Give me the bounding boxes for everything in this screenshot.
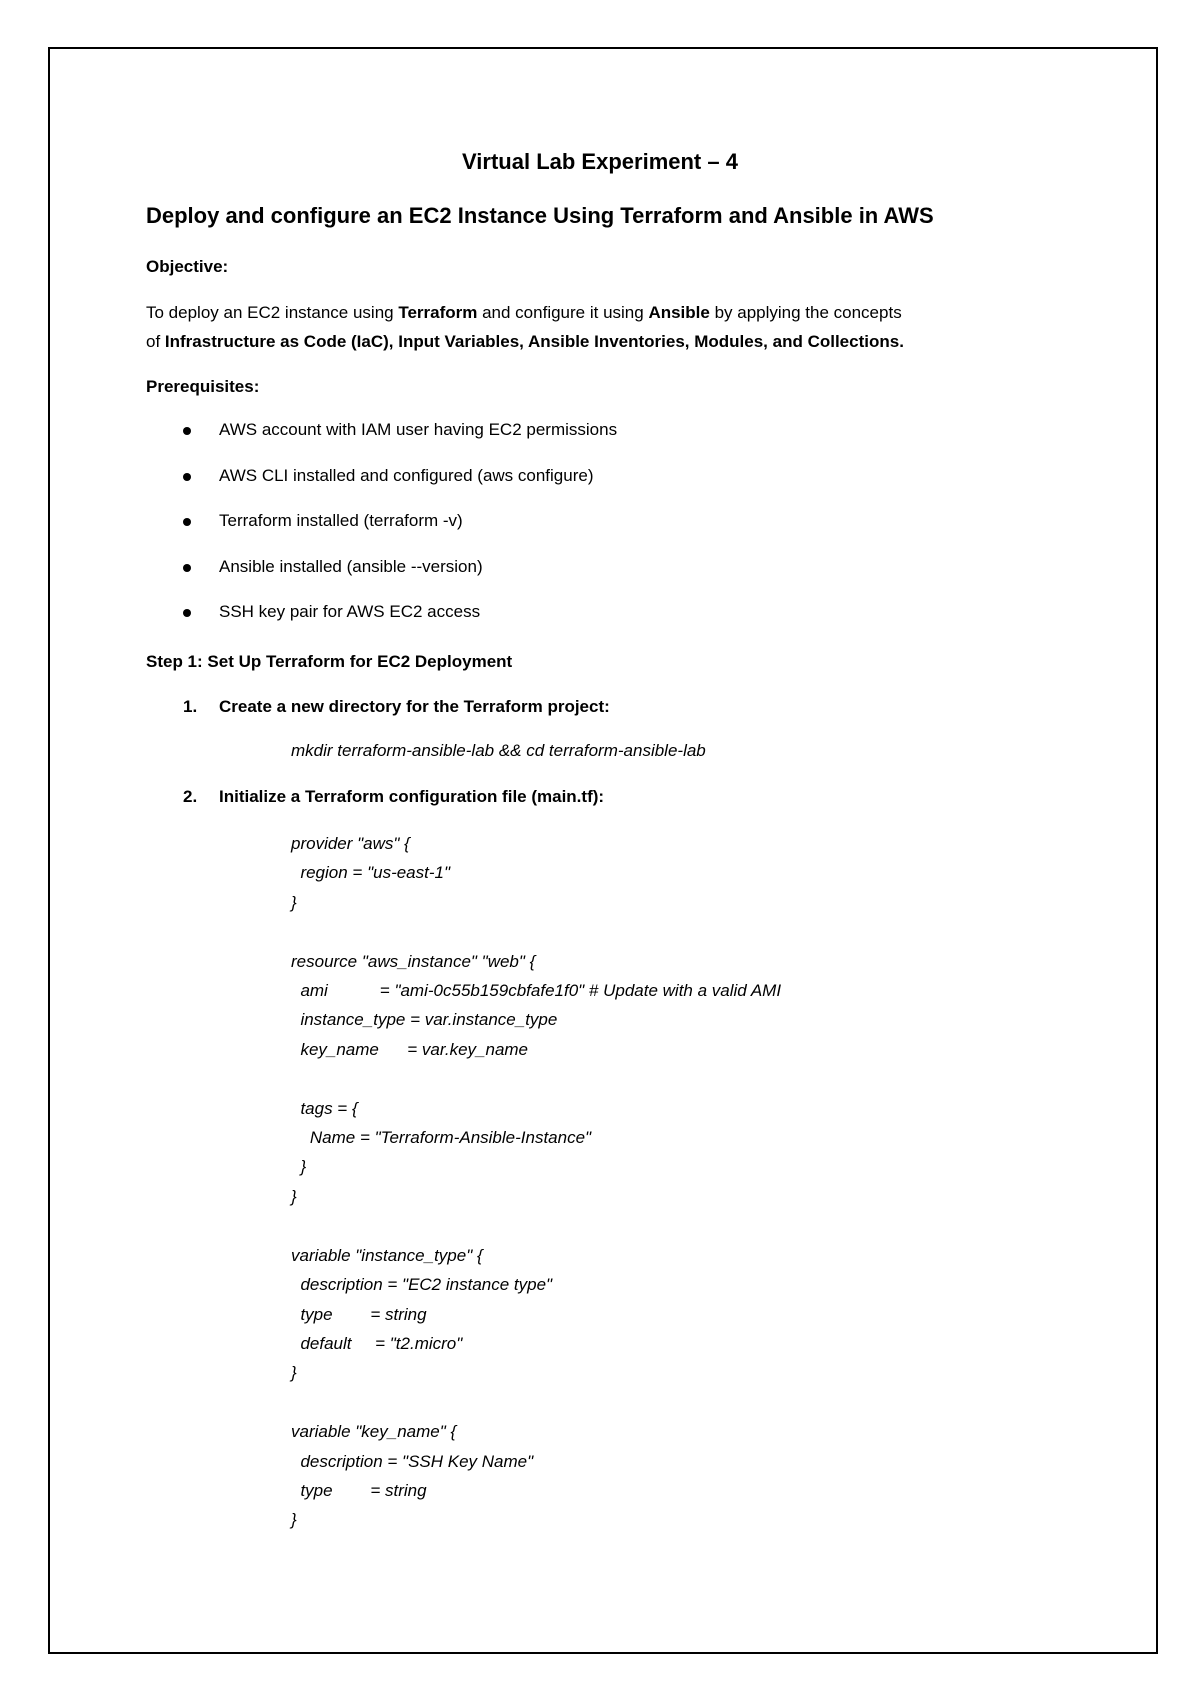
objective-term-ansible: Ansible [648,303,710,322]
bullet-icon [183,473,191,481]
list-item-text: Terraform installed (terraform -v) [219,511,463,530]
prerequisites-heading: Prerequisites: [146,377,260,396]
list-item-text: AWS CLI installed and configured (aws configure) [219,465,594,485]
objective-text: of [146,332,165,351]
objective-text: To deploy an EC2 instance using [146,303,399,322]
document-title: Virtual Lab Experiment – 4 [462,149,738,174]
step-text: Create a new directory for the Terraform project: [219,697,610,716]
step-text: Initialize a Terraform configuration file (main.tf): [219,787,605,806]
objective-concepts: Infrastructure as Code (IaC), Input Variables, Ansible Inventories, Modules, and Collections. [164,332,904,351]
objective-line-1 [146,298,1046,327]
bullet-icon [183,518,191,526]
objective-line-2 [146,327,1046,356]
objective-paragraph [146,298,1046,356]
list-item-text: AWS account with IAM user having EC2 permissions [219,420,618,439]
objective-term-terraform: Terraform [398,303,478,322]
list-item-text: Ansible installed (ansible --version) [219,556,483,576]
step1-heading: Step 1: Set Up Terraform for EC2 Deployment [146,652,513,671]
step-number: 2. [183,787,198,806]
bullet-icon [183,609,191,617]
bullet-icon [183,564,191,572]
objective-text: and configure it using [477,303,649,322]
terraform-code-block: provider "aws" { region = "us-east-1" } resource "aws_instance" "web" { ami = "ami-0c55b159cbfafe1f0" # Update with a valid AMI instance_type = var.instance_type key_name = var.key_name tags = { Name = "Terraform-Ansible-Instance" } } variable "instance_type" { description = "EC2 instance type" type = string default = "t2.micro" } variable "key_name" { description = "SSH Key Name" type = string } [291,834,782,1530]
bullet-icon [183,427,191,435]
objective-text: by applying the concepts [709,303,902,322]
objective-heading: Objective: [146,257,229,276]
mkdir-command: mkdir terraform-ansible-lab && cd terraform-ansible-lab [291,741,706,760]
list-item-text: SSH key pair for AWS EC2 access [219,602,481,621]
step-number: 1. [183,697,198,716]
document-subtitle: Deploy and configure an EC2 Instance Using Terraform and Ansible in AWS [146,203,934,228]
